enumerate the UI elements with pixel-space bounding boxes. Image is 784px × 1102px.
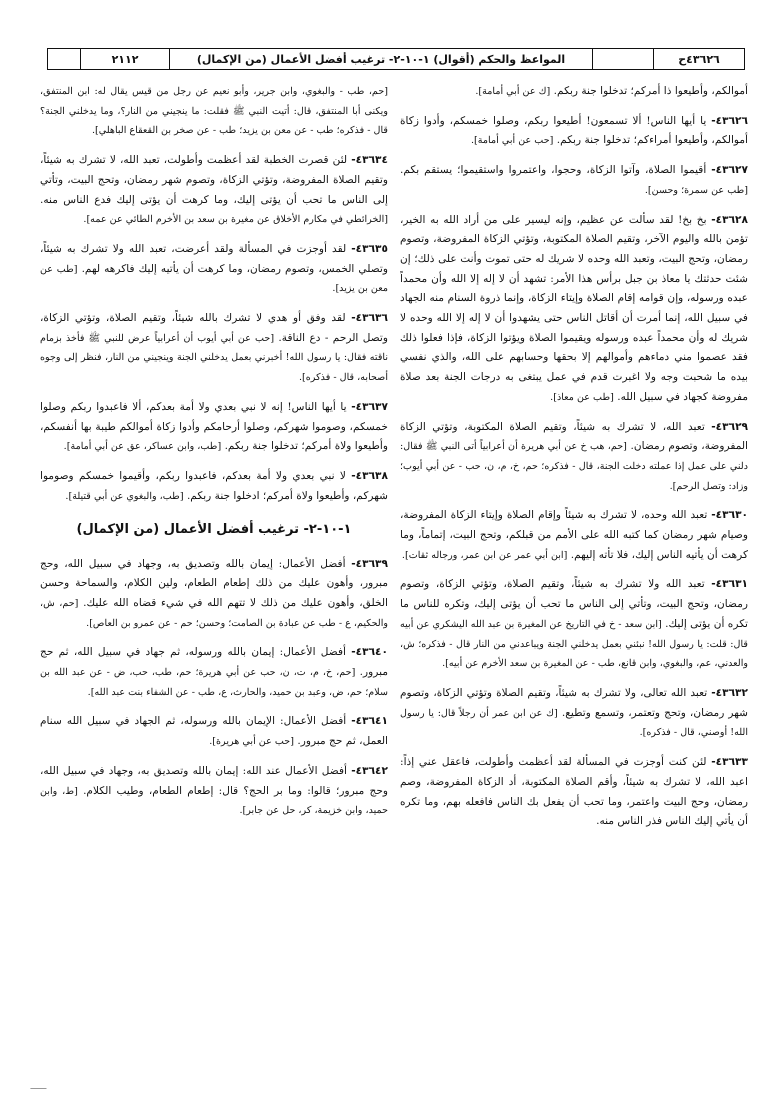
entry-number: ٤٣٦٢٩- bbox=[711, 420, 749, 433]
entry-reference: [ك عن ابن عمر أن رجلاً قال: يا رسول الله! أوصني، قال - فذكره]. bbox=[400, 707, 748, 739]
entry-text: تعبد الله، لا تشرك به شيئاً، وتقيم الصلاة المكتوبة، وتؤتي الزكاة المفروضة، وتصوم رمضان. bbox=[400, 420, 748, 453]
hadith-entry bbox=[40, 643, 388, 702]
entry-reference: [ك عن أبي أمامة]. bbox=[475, 86, 551, 97]
entry-text: لئن قصرت الخطبة لقد أعظمت وأطولت، تعبد الله، لا تشرك به شيئاً، وتقيم الصلاة المفروضة، وتؤتي الزكاة، وتصوم شهر رمضان، وتحج البيت، وتأتي إلى الناس ما تحب أن يؤتى إليك، وما كرهت أن يؤتى إليك فدع الناس منه. bbox=[40, 154, 388, 206]
entry-reference: [ابن أبي عمر عن ابن عمر، ورجاله ثقات]. bbox=[401, 549, 568, 561]
entry-reference: [الخرائطي في مكارم الأخلاق عن مغيرة بن سعد بن الأخرم الطائي عن عمه]. bbox=[83, 214, 388, 226]
hadith-entry bbox=[400, 82, 748, 102]
entry-text: أفضل الأعمال: الإيمان بالله ورسوله، ثم الجهاد في سبيل الله سنام العمل، ثم حج مبرور. bbox=[40, 715, 388, 748]
hadith-entry bbox=[40, 762, 388, 821]
hadith-entry bbox=[40, 398, 388, 457]
entry-reference: [طب، وابن عساكر، عق عن أبي أمامة]. bbox=[63, 441, 222, 453]
running-title: المواعظ والحكم (أقوال) ١-١٠-٢- ترغيب أفضل الأعمال (من الإكمال) bbox=[169, 49, 592, 69]
entry-number: ٤٣٦٤٢- bbox=[351, 764, 388, 777]
entry-reference: [حم، ش، والحكيم، ع - طب عن عبادة بن الصامت؛ وحسن؛ حم - عن عمرو بن العاص]. bbox=[40, 597, 388, 629]
entry-text: أموالكم، وأطيعوا ذا أمركم؛ تدخلوا جنة ربكم. bbox=[553, 85, 748, 97]
entry-text: يا أيها الناس! ألا تسمعون! أطيعوا ربكم، وصلوا خمسكم، وأدوا زكاة أموالكم، وأطيعوا أمراءكم؛ تدخلوا جنة ربكم. bbox=[400, 114, 748, 147]
entry-number: ٤٣٦٣٠- bbox=[711, 509, 749, 522]
hadith-entry bbox=[400, 418, 748, 497]
entry-text: لا نبي بعدي ولا أمة بعدكم، فاعبدوا ربكم، وأقيموا خمسكم وصوموا شهركم، وأطيعوا ولاة أمركم؛ ادخلوا جنة ربكم. bbox=[40, 469, 388, 502]
hadith-entry bbox=[400, 211, 748, 408]
entry-number: ٤٣٦٤١- bbox=[351, 715, 388, 728]
hadith-entry bbox=[400, 506, 748, 565]
header-spacer-right bbox=[592, 49, 653, 69]
header-spacer-left bbox=[48, 49, 80, 69]
hadith-entry bbox=[400, 684, 748, 743]
right-column bbox=[400, 82, 748, 842]
entry-reference: [طب، والبغوي عن أبي قتيلة]. bbox=[65, 490, 184, 502]
entry-reference: [طب عن معن بن يزيد]. bbox=[40, 263, 388, 295]
page-number: ٢١١٢ bbox=[80, 49, 169, 69]
entry-reference: [طب عن سمرة؛ وحسن]. bbox=[644, 184, 748, 196]
entry-number: ٤٣٦٢٧- bbox=[711, 164, 748, 177]
hadith-entry bbox=[40, 712, 388, 751]
entry-reference: [حب عن أبي أمامة]. bbox=[470, 135, 554, 147]
entry-number: ٤٣٦٣٦- bbox=[351, 312, 388, 325]
page-header bbox=[47, 48, 745, 70]
entry-number: ٤٣٦٤٠- bbox=[351, 646, 388, 659]
entry-number: ٤٣٦٣٣- bbox=[711, 756, 748, 769]
entry-text: تعبد الله ولا تشرك به شيئاً، وتقيم الصلاة، وتؤتي الزكاة، وتصوم رمضان، وتحج البيت، وتأتي إلى الناس ما تحب أن يؤتى إليك، وتكره للناس ما تكره أن يؤتى إليك. bbox=[400, 578, 748, 630]
entry-number: ٤٣٦٣٤- bbox=[351, 154, 388, 167]
entry-range: ٤٣٦٢٦ح bbox=[653, 49, 744, 69]
entry-reference: [حب عن أبي أيوب أن أعرابياً عرض للنبي ﷺ فأخذ بزمام ناقته فقال: يا رسول الله! أخبرني بعمل يدخلني الجنة وينجيني من النار، فنظر إلى وجوه أصحابه، قال - فذكره]. bbox=[40, 332, 388, 384]
left-column bbox=[40, 82, 388, 831]
entry-number: ٤٣٦٣٥- bbox=[351, 242, 388, 255]
hadith-entry bbox=[40, 151, 388, 230]
section-heading: ١-١٠-٢- ترغيب أفضل الأعمال (من الإكمال) bbox=[76, 522, 352, 538]
entry-text: أقيموا الصلاة، وآتوا الزكاة، وحجوا، واعتمروا واستقيموا؛ يستقم بكم. bbox=[400, 164, 707, 177]
entry-number: ٤٣٦٢٦- bbox=[711, 114, 748, 127]
entry-number: ٤٣٦٢٨- bbox=[711, 213, 748, 226]
entry-text: أفضل الأعمال عند الله: إيمان بالله وتصديق به، وجهاد في سبيل الله، وحج مبرور؛ قالوا: وما بر الحج؟ قال: إطعام الطعام، وطيب الكلام. bbox=[40, 764, 388, 797]
entry-number: ٤٣٦٣٢- bbox=[711, 686, 748, 699]
hadith-entry bbox=[40, 240, 388, 299]
entry-number: ٤٣٦٣١- bbox=[711, 578, 749, 591]
entry-text: تعبد الله تعالى، ولا تشرك به شيئاً، وتقيم الصلاة وتؤتي الزكاة، وتصوم شهر رمضان، وتحج وتعتمر، وتسمع وتطيع. bbox=[400, 686, 748, 719]
hadith-entry bbox=[400, 753, 748, 832]
entry-reference: [حم، طب - والبغوي، وابن جرير، وأبو نعيم عن رجل من قيس يقال له: ابن المنتفق، ويكنى أبا المنتفق، قال: أتيت النبي ﷺ فقلت: ما ينجيني من النار؟، وما يدخلني الجنة؟ قال - فذكره؛ طب - عن معن بن يزيد؛ طب - عن صخر بن القعقاع الباهلي]. bbox=[40, 86, 388, 137]
entry-text: أفضل الأعمال: إيمان بالله وتصديق به، وجهاد في سبيل الله، وحج مبرور، وأهون عليك من ذلك إطعام الطعام، ولين الكلام، والسماحة وحسن الخلق، وأهون عليك من ذلك لا تتهم الله في شيء قضاه الله عليك. bbox=[40, 557, 388, 609]
entry-text: أفضل الأعمال: إيمان بالله ورسوله، ثم جهاد في سبيل الله، ثم حج مبرور. bbox=[40, 646, 388, 679]
entry-text: لقد أوجزت في المسألة ولقد أعرضت، تعبد الله ولا تشرك به شيئاً، وتصلي الخمس، وتصوم رمضان، وما كرهت أن يأتيه إليك فاكرهه لهم. bbox=[40, 242, 388, 275]
entry-reference: [ابن سعد - خ في التاريخ عن المغيرة بن عبد الله اليشكري عن أبيه قال: قلت: يا رسول الله! نبئني بعمل يدخلني الجنة ويباعدني من النار قال - فذكره؛ ش، والعدني، عم، والبغوي، وابن قانع، طب - عن المغيرة بن سعد الأخرم عن أبيه]. bbox=[400, 618, 748, 670]
entry-text: لئن كنت أوجزت في المسألة لقد أعظمت وأطولت، فاعقل عني إذاً: اعبد الله، لا تشرك به شيئاً، وأقم الصلاة المكتوبة، أد الزكاة المفروضة، وصم رمضان، وحج البيت واعتمر، وما تحب أن يفعل بك الناس فافعله بهم، وما تكره أن يأتي إليك الناس فذر الناس منه. bbox=[400, 756, 748, 828]
entry-number: ٤٣٦٣٩- bbox=[351, 557, 388, 570]
entry-reference: [ط، وابن حميد، وابن خزيمة، كر، حل عن جابر]. bbox=[40, 785, 388, 817]
hadith-entry bbox=[40, 555, 388, 634]
hadith-entry bbox=[400, 161, 748, 200]
hadith-entry bbox=[40, 309, 388, 388]
hadith-entry bbox=[400, 575, 748, 674]
page-footer-mark: ⸺ bbox=[30, 1083, 47, 1094]
entry-number: ٤٣٦٣٧- bbox=[351, 400, 388, 413]
entry-reference: [طب عن معاذ]. bbox=[550, 391, 614, 403]
entry-number: ٤٣٦٣٨- bbox=[351, 469, 388, 482]
hadith-entry bbox=[40, 467, 388, 506]
entry-text: يا أيها الناس! إنه لا نبي بعدي ولا أمة بعدكم، ألا فاعبدوا ربكم وصلوا خمسكم، وصوموا شهركم، وصلوا أرحامكم وأدوا زكاة أموالكم طيبة بها أنفسكم، وأطيعوا ولاة أمركم؛ تدخلوا جنة ربكم. bbox=[40, 400, 388, 453]
entry-text: لقد وفق أو هدي لا تشرك بالله شيئاً، وتقيم الصلاة، وتؤتي الزكاة، وتصل الرحم - دع الناقة. bbox=[40, 312, 388, 344]
entry-text: تعبد الله وحده، لا تشرك به شيئاً وإقام الصلاة وإيتاء الزكاة المفروضة، وصيام شهر رمضان كما كتبه الله على الأمم من قبلكم، وتحج البيت، إتماماً، وما كرهت أن يأتيه الناس إليك، فلا تأته إليهم. bbox=[400, 509, 748, 561]
entry-reference: [حم، هب خ عن أبي هريرة أن أعرابياً أتى النبي ﷺ فقال: دلني على عمل إذا عملته دخلت الجنة، قال - فذكره؛ حم، خ، م، ن، حب - عن أبي أيوب؛ وزاد: وتصل الرحم]. bbox=[400, 441, 748, 492]
hadith-entry bbox=[40, 82, 388, 141]
entry-reference: [حب عن أبي هريرة]. bbox=[209, 736, 294, 748]
hadith-entry bbox=[400, 112, 748, 151]
entry-text: بخ بخ! لقد سألت عن عظيم، وإنه ليسير على من أراد الله به الخير، تؤمن بالله واليوم الآخر، وتقيم الصلاة المكتوبة، وتؤتي الزكاة المفروضة، وتصوم رمضان، وتحج البيت، وتعبد الله وحده لا شريك له حتى تموت وأنت على ذلك؛ إن شئت حدثتك يا معاذ بن جبل برأس هذا الأمر: تشهد أن لا إله إلا الله وأن محمداً عبده ورسوله، وإن قوامه إقام الصلاة وإيتاء الزكاة، وإنما ذروة السنام منه الجهاد في سبيل الله، إنما أمرت أن أقاتل الناس حتى يشهدوا أن لا إله إلا الله وحده لا شريك له وأن محمداً عبده ورسوله ويقيموا الصلاة ويؤتوا الزكاة، فإذا فعلوا ذلك فقد عصموا مني دماءهم وأموالهم إلا بحقها وحسابهم على الله، والذي نفسي بيده ما شحبت وجه ولا اغبرت قدم في عمل يبتغى به درجات الجنة بعد صلاة مفروضة كجهاد في سبيل الله. bbox=[400, 213, 748, 403]
entry-reference: [حم، خ، م، ت، ن، حب عن أبي هريرة؛ حم، طب، حب، ض - عن عبد الله بن سلام؛ حم، ض، وعبد بن حميد، والحارث، ع، طب - عن الشفاء بنت عبد الله]. bbox=[40, 667, 388, 698]
